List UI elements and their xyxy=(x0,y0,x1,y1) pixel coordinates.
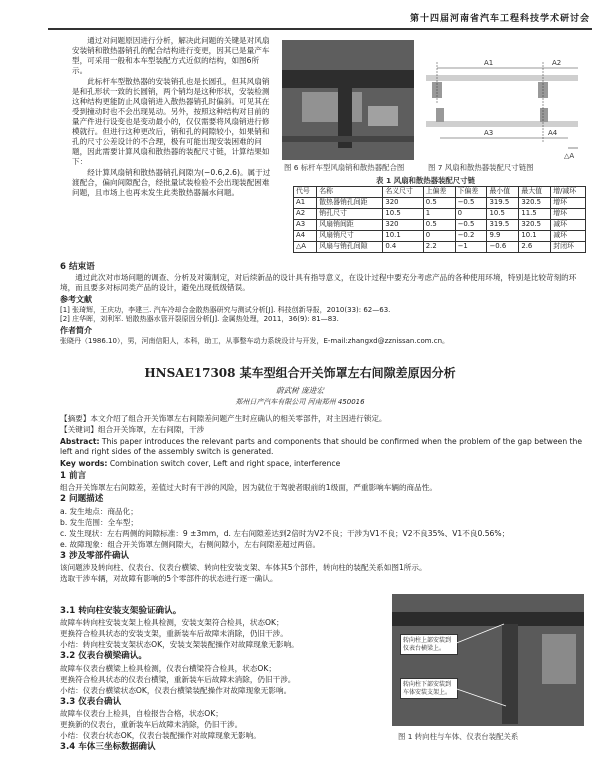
reference-item: [1] 张琦辉，王庆功，李建三. 汽车冷却合金散热器研究与测试分析[J]. 科技创新导报，2010(33): 62—63. xyxy=(60,305,391,314)
table-cell: 10.1 xyxy=(519,231,551,242)
table-cell: 散热器销孔间距 xyxy=(317,198,383,209)
fig1-caption: 图 1 转向柱与车体、仪表台装配关系 xyxy=(398,732,519,741)
paragraph: 更换新的仪表台，重新装车后故障未消除，仍旧干涉。 xyxy=(60,720,243,730)
paper-title: HNSAE17308 某车型组合开关饰罩左右间隙差原因分析 xyxy=(144,366,456,380)
table-cell: 0.5 xyxy=(423,198,455,209)
table-cell: 320.5 xyxy=(519,220,551,231)
table-cell: A4 xyxy=(294,231,317,242)
table-cell: 2.6 xyxy=(519,242,551,253)
fig6-photo xyxy=(282,40,414,160)
table-header-row xyxy=(294,187,586,198)
paragraph: 通过对问题原因进行分析，解决此问题的关键是对风扇安装销和散热器销孔的配合结构进行变更，因其已是量产车型，可采用一般和本车型装配方式近似的结构，如图6所示。 xyxy=(72,36,270,76)
table-row xyxy=(294,242,586,253)
table-header-cell: 名称 xyxy=(317,187,383,198)
list-item: b. 发生范围：全车型； xyxy=(60,517,138,527)
section-heading: 2 问题描述 xyxy=(60,494,104,505)
section-heading: 6 结束语 xyxy=(60,262,95,272)
table-cell: 增环 xyxy=(551,198,586,209)
table-cell: 10.5 xyxy=(383,209,423,220)
paragraph: 小结：转向柱安装支架状态OK，安装支架装配操作对故障现象无影响。 xyxy=(60,640,299,650)
fig7-label-a1: A1 xyxy=(484,59,494,67)
paper-authors: 蔚武树 庞进宏 xyxy=(276,386,324,395)
abstract-en xyxy=(60,437,590,457)
table-row xyxy=(294,231,586,242)
table-row xyxy=(294,220,586,231)
fig1-callout-left: 转向柱上部安装到仪表台横梁上。 xyxy=(400,634,458,655)
table-cell: 10.1 xyxy=(383,231,423,242)
table-cell: 风扇销间距 xyxy=(317,220,383,231)
table-cell: 10.5 xyxy=(487,209,519,220)
table-cell: 319.5 xyxy=(487,220,519,231)
section-heading: 1 前言 xyxy=(60,471,87,482)
table-cell: −1 xyxy=(455,242,487,253)
author-bio: 张晓丹（1986.10），男，河南信阳人，本科，助工，从事整车动力系统设计与开发，E-mail:zhangxd@zznissan.com.cn。 xyxy=(60,336,450,345)
abstract-cn: 【摘要】本文介绍了组合开关饰罩左右间隙差问题产生时应确认的相关零部件，对主因进行锁定。 xyxy=(60,414,387,423)
fig1-photo xyxy=(392,594,584,726)
paragraph: 更换符合检具状态的仪表台横梁，重新装车后故障未消除，仍旧干涉。 xyxy=(60,674,296,684)
reference-item: [2] 庄华晖，刘利军. 铝散热器水管开裂原因分析[J]. 金属热处理，2011，36(9): 81—83. xyxy=(60,315,339,324)
paragraph: 小结：仪表台状态OK，仪表台装配操作对故障现象无影响。 xyxy=(60,731,261,741)
table-cell: A2 xyxy=(294,209,317,220)
table-header-cell: 名义尺寸 xyxy=(383,187,423,198)
table-cell: △A xyxy=(294,242,317,253)
paper-abstract-block xyxy=(60,414,590,585)
abstract-en-label: Abstract: xyxy=(60,437,100,447)
paragraph: 经计算风扇销和散热器销孔间隙为(−0.6,2.6)。属于过渡配合，偏向间隙配合，经批量试装检验不会出现装配困难问题，且市场上也再未发生此类散热器漏水问题。 xyxy=(72,168,271,198)
running-header: 第十四届河南省汽车工程科技学术研讨会 xyxy=(409,14,590,24)
header-rule xyxy=(48,28,592,30)
table-cell: −0.5 xyxy=(455,198,487,209)
paragraph: 该问题涉及转向柱、仪表台、仪表台横梁、转向柱安装支架、车体其5个部件，转向柱的装配关系如图1所示。 xyxy=(60,563,427,573)
paper-affiliation: 郑州日产汽车有限公司 河南郑州 450016 xyxy=(235,398,365,406)
paragraph: 选取干涉车辆，对故障有影响的5个零部件的状态进行逐一确认。 xyxy=(60,574,278,584)
table-cell: −0.6 xyxy=(487,242,519,253)
table-header-cell: 下偏差 xyxy=(455,187,487,198)
table-cell: 9.9 xyxy=(487,231,519,242)
table-cell: A1 xyxy=(294,198,317,209)
paragraph: 更换符合检具状态的安装支架，重新装车后故障未消除，仍旧干涉。 xyxy=(60,629,288,639)
list-item: c. 发生现状：左右两侧的间隙标准：9 ±3mm，d. 左右间隙差达到2倍时为V2不良；干涉为V1不良；V2不良35%、V1不良0.56%； xyxy=(60,528,510,538)
fig7-diagram xyxy=(418,38,586,160)
section-heading: 3 涉及零部件确认 xyxy=(60,550,130,561)
table-cell: 风扇与销孔间隙 xyxy=(317,242,383,253)
keywords-cn: 【关键词】组合开关饰罩，左右间隙，干涉 xyxy=(60,425,205,435)
fig7-label-a4: A4 xyxy=(548,129,558,137)
table-cell: −0.2 xyxy=(455,231,487,242)
table1-title: 表 1 风扇和散热器装配尺寸链 xyxy=(376,176,475,185)
table-cell: 1 xyxy=(423,209,455,220)
fig1-arrows xyxy=(392,594,584,726)
paragraph: 故障车转向柱安装支架上检具检测，安装支架符合检具，状态OK； xyxy=(60,618,284,628)
subsection-heading: 3.1 转向柱安装支架验证确认。 xyxy=(60,606,182,616)
subsection-heading: 3.2 仪表台横梁确认。 xyxy=(60,651,147,662)
table-cell: 0.4 xyxy=(383,242,423,253)
table-header-cell: 代号 xyxy=(294,187,317,198)
table-cell: A3 xyxy=(294,220,317,231)
keywords-en-text: Combination switch cover, Left and right space, interference xyxy=(107,459,341,469)
table-cell: −0.5 xyxy=(455,220,487,231)
table-cell: 减环 xyxy=(551,231,586,242)
subsection-heading: 3.4 车体三坐标数据确认 xyxy=(60,742,156,753)
paragraph: 小结：仪表台横梁状态OK，仪表台横梁装配操作对故障现象无影响。 xyxy=(60,685,292,695)
fig6-caption: 图 6 标杆车型风扇销和散热器配合图 xyxy=(284,163,405,172)
table-cell: 11.5 xyxy=(519,209,551,220)
fig7-label-a3: A3 xyxy=(484,129,494,137)
table-cell: 销孔尺寸 xyxy=(317,209,383,220)
table-cell: 减环 xyxy=(551,220,586,231)
abstract-en-text: This paper introduces the relevant parts and components that should be confirmed when the problem of the gap between the left and right sides of the assembly switch is generated. xyxy=(60,437,583,457)
fig7-caption: 图 7 风扇和散热器装配尺寸链图 xyxy=(428,163,534,172)
table-header-cell: 最大值 xyxy=(519,187,551,198)
paragraph: 故障车仪表台上检具，自检报告合格，状态OK； xyxy=(60,709,223,719)
fig7-label-delta: △A xyxy=(564,152,575,160)
table1 xyxy=(293,186,586,253)
fig1-callout-right: 转向柱下部安装到车体安装支架上。 xyxy=(400,678,458,699)
list-item: e. 故障现象：组合开关饰罩左侧间隙大，右侧间隙小，左右间隙差超过两倍。 xyxy=(60,539,321,549)
table-cell: 风扇销尺寸 xyxy=(317,231,383,242)
keywords-en xyxy=(60,459,590,469)
table-cell: 320.5 xyxy=(519,198,551,209)
table-row xyxy=(294,198,586,209)
table-cell: 0.5 xyxy=(423,220,455,231)
list-item: a. 发生地点：商品化； xyxy=(60,506,138,516)
table-cell: 320 xyxy=(383,198,423,209)
table-header-cell: 上偏差 xyxy=(423,187,455,198)
subsection-heading: 3.3 仪表台确认 xyxy=(60,696,122,707)
table-cell: 319.5 xyxy=(487,198,519,209)
table-cell: 0 xyxy=(423,231,455,242)
references-heading: 参考文献 xyxy=(60,295,92,305)
paragraph: 组合开关饰罩左右间隙差，差值过大时有干涉的风险，因为就位于驾驶者眼前的1级面，严重影响车辆的商品性。 xyxy=(60,483,437,493)
table-row xyxy=(294,209,586,220)
table-header-cell: 最小值 xyxy=(487,187,519,198)
table-cell: 封闭环 xyxy=(551,242,586,253)
table-header-cell: 增/减环 xyxy=(551,187,586,198)
paragraph: 故障车仪表台横梁上检具检测，仪表台横梁符合检具，状态OK； xyxy=(60,663,276,673)
paper-left-subsections xyxy=(60,606,390,755)
author-heading: 作者简介 xyxy=(60,326,92,336)
table-cell: 2.2 xyxy=(423,242,455,253)
left-column xyxy=(72,36,274,199)
fig7-label-a2: A2 xyxy=(552,59,562,67)
paragraph: 通过此次对市场问题的调查、分析及对策制定，对后续新品的设计具有指导意义，在设计过程中要充分考虑产品的各种使用环境，特别是比较苛刻的环境，而且要多对标同类产品的设计，避免出现低级错误。 xyxy=(60,273,577,293)
table-cell: 0 xyxy=(455,209,487,220)
table-cell: 增环 xyxy=(551,209,586,220)
conclusion-block xyxy=(60,262,590,346)
paragraph: 此标杆车型散热器的安装销孔也是长圆孔，但其风扇销是和孔形状一致的长圆销，两个销均是这种形状，安装检测这种结构更能防止风扇销进入散热器销孔时偏斜。可见其在受到撞动时也不会出现晃动。另外，按照这种结构对目前的量产件进行设变也是变动最小的，仅仅需要将风扇销进行修模就行。但进行这种更改后，销和孔的间隙较小，如果销和孔的尺寸公差设计的不合理，极有可能出现安装困难的问题，因此需要计算风扇和散热器的装配尺寸链，计算结果如下： xyxy=(72,77,270,167)
keywords-en-label: Key words: xyxy=(60,459,108,469)
table-cell: 320 xyxy=(383,220,423,231)
